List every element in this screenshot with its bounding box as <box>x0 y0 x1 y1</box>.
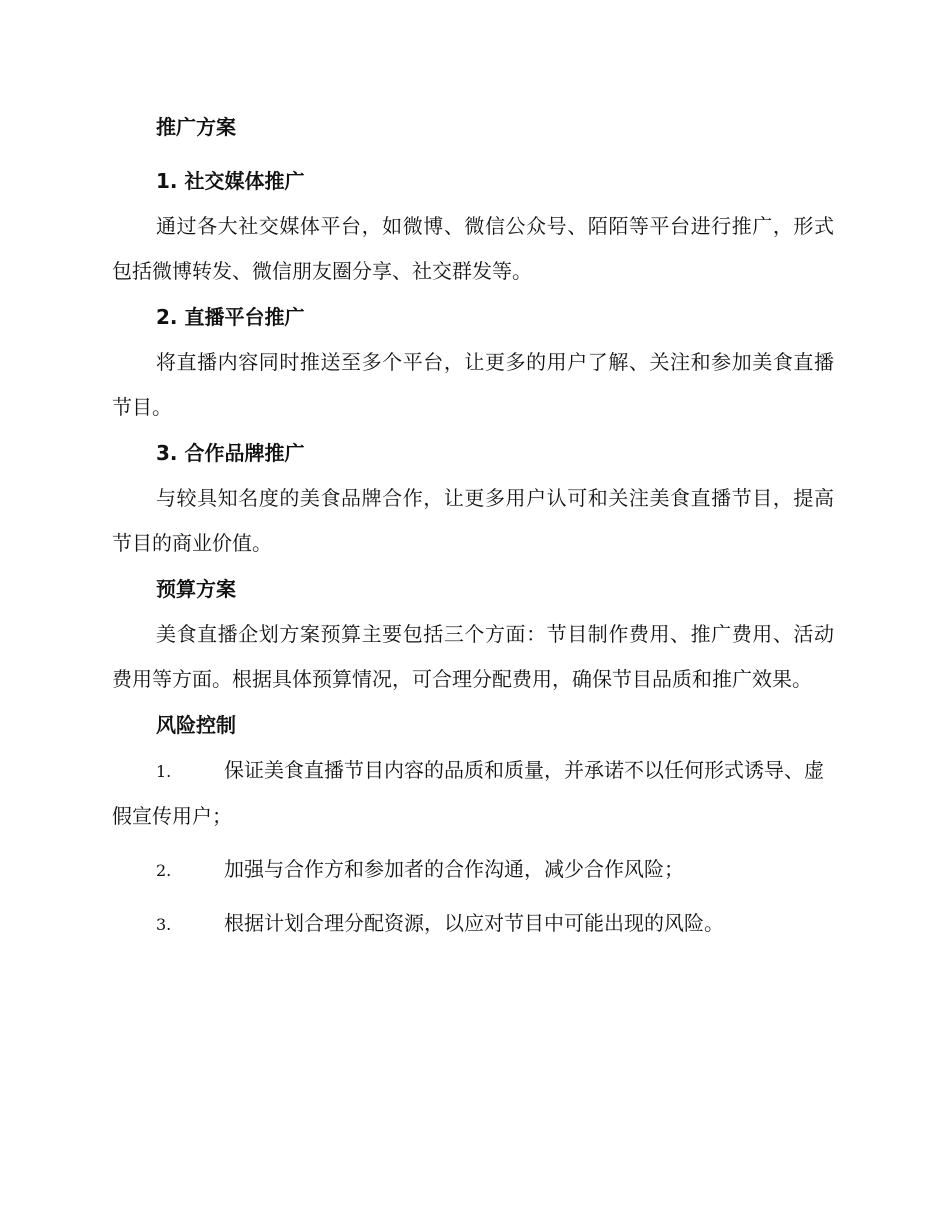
list-text: 加强与合作方和参加者的合作沟通，减少合作风险； <box>224 857 684 881</box>
budget-heading: 预算方案 <box>156 577 236 601</box>
list-number: 3. <box>156 915 172 934</box>
list-number: 1. <box>156 762 172 781</box>
live-platform-heading: 2. 直播平台推广 <box>156 305 305 329</box>
list-text: 根据计划合理分配资源，以应对节目中可能出现的风险。 <box>224 911 724 935</box>
live-platform-paragraph: 将直播内容同时推送至多个平台，让更多的用户了解、关注和参加美食直播节目。 <box>112 350 834 419</box>
risk-list-item <box>112 901 834 947</box>
list-number: 2. <box>156 861 172 880</box>
social-media-heading: 1. 社交媒体推广 <box>156 169 305 193</box>
promo-heading: 推广方案 <box>156 115 236 139</box>
brand-paragraph: 与较具知名度的美食品牌合作，让更多用户认可和关注美食直播节目，提高节目的商业价值。 <box>112 486 834 555</box>
social-media-paragraph: 通过各大社交媒体平台，如微博、微信公众号、陌陌等平台进行推广，形式包括微博转发、微信朋友圈分享、社交群发等。 <box>112 214 834 283</box>
brand-heading: 3. 合作品牌推广 <box>156 441 305 465</box>
budget-paragraph: 美食直播企划方案预算主要包括三个方面：节目制作费用、推广费用、活动费用等方面。根据具体预算情况，可合理分配费用，确保节目品质和推广效果。 <box>112 622 834 691</box>
risk-list-item <box>112 847 834 893</box>
document-page <box>112 106 834 947</box>
risk-heading: 风险控制 <box>156 713 236 737</box>
risk-list-item <box>112 748 834 839</box>
list-text: 保证美食直播节目内容的品质和质量，并承诺不以任何形式诱导、虚假宣传用户； <box>112 758 824 828</box>
